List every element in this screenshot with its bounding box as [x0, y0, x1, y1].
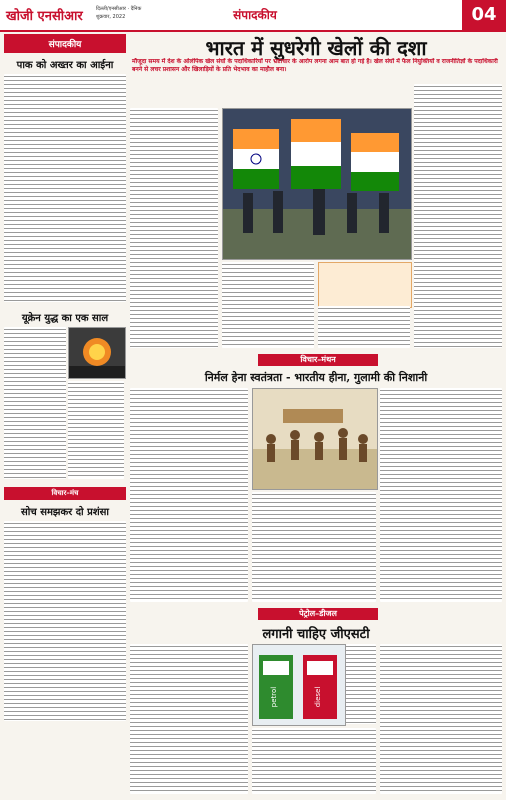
masthead-meta-line2: शुक्रवार, 2022	[96, 14, 126, 20]
main-deck: मौजूदा समय में देश के ओलंपिक खेल संघों के पदाधिकारियों पर भ्रष्टाचार के आरोप लगना आम बात हो गई है। खेल संघों में फैल नियुक्तियों व राजनीतिज्ञों के पदाधिकारी बनने से लचर प्रशासन और खिलाड़ियों के प्रति भेदभाव का माहौल बना।	[132, 58, 498, 73]
petrol-banner: पेट्रोल–डीजल	[258, 608, 378, 620]
masthead-meta-line1: दिल्ली/एनसीआर · दैनिक	[96, 6, 142, 12]
ukraine-photo	[68, 327, 126, 379]
main-headline: भारत में सुधरेगी खेलों की दशा	[205, 36, 427, 60]
vichar-headline: सोच समझकर दो प्रशंसा	[21, 507, 109, 518]
main-photo	[222, 108, 412, 260]
editorial-body	[4, 74, 126, 302]
masthead	[0, 0, 506, 32]
explosion-image	[69, 328, 125, 378]
section-title: संपादकीय	[233, 8, 277, 22]
vichar-body-col3	[380, 388, 502, 602]
pump-label-petrol: petrol	[270, 686, 278, 708]
editorial-tag: संपादकीय	[4, 34, 126, 53]
pull-quote	[318, 262, 412, 308]
stadium-flags-image	[223, 109, 411, 259]
ukraine-block	[4, 327, 126, 479]
vichar-banner: विचार–मंथन	[258, 354, 378, 366]
left-column	[4, 34, 126, 796]
main-body-col3	[414, 84, 502, 348]
petrol-body-col3	[380, 644, 502, 794]
fuel-pump-image	[253, 645, 345, 725]
vichar-tag: विचार–मंच	[4, 487, 126, 500]
pump-label-diesel: diesel	[314, 686, 322, 708]
vichar-body	[4, 521, 126, 721]
vichar-body-col2	[252, 492, 376, 602]
vichar-body-col1	[130, 388, 248, 602]
main-body-col1	[130, 108, 218, 348]
ukraine-body-right	[68, 381, 124, 479]
petrol-body-col2	[346, 644, 376, 724]
fuel-pump-photo	[252, 644, 346, 726]
editorial-headline: पाक को अख्तर का आईना	[16, 60, 114, 71]
historic-painting-image	[253, 389, 377, 489]
vichar-main-headline: निर्मल हेना स्वतंत्रता - भारतीय हीना, गुलामी की निशानी	[204, 371, 428, 384]
main-area	[130, 34, 502, 796]
petrol-headline: लगानी चाहिए जीएसटी	[262, 627, 370, 642]
ukraine-headline: यूक्रेन युद्ध का एक साल	[21, 313, 109, 324]
main-body-col2b	[318, 306, 410, 348]
ukraine-body-left	[4, 327, 66, 479]
main-body-col2a	[222, 262, 314, 348]
newspaper-logo: खोजी एनसीआर	[6, 9, 83, 24]
petrol-body-col1	[130, 644, 248, 794]
vichar-photo	[252, 388, 378, 490]
page-number: 04	[462, 0, 506, 30]
petrol-body-col2b	[252, 728, 376, 794]
masthead-meta	[96, 5, 216, 21]
